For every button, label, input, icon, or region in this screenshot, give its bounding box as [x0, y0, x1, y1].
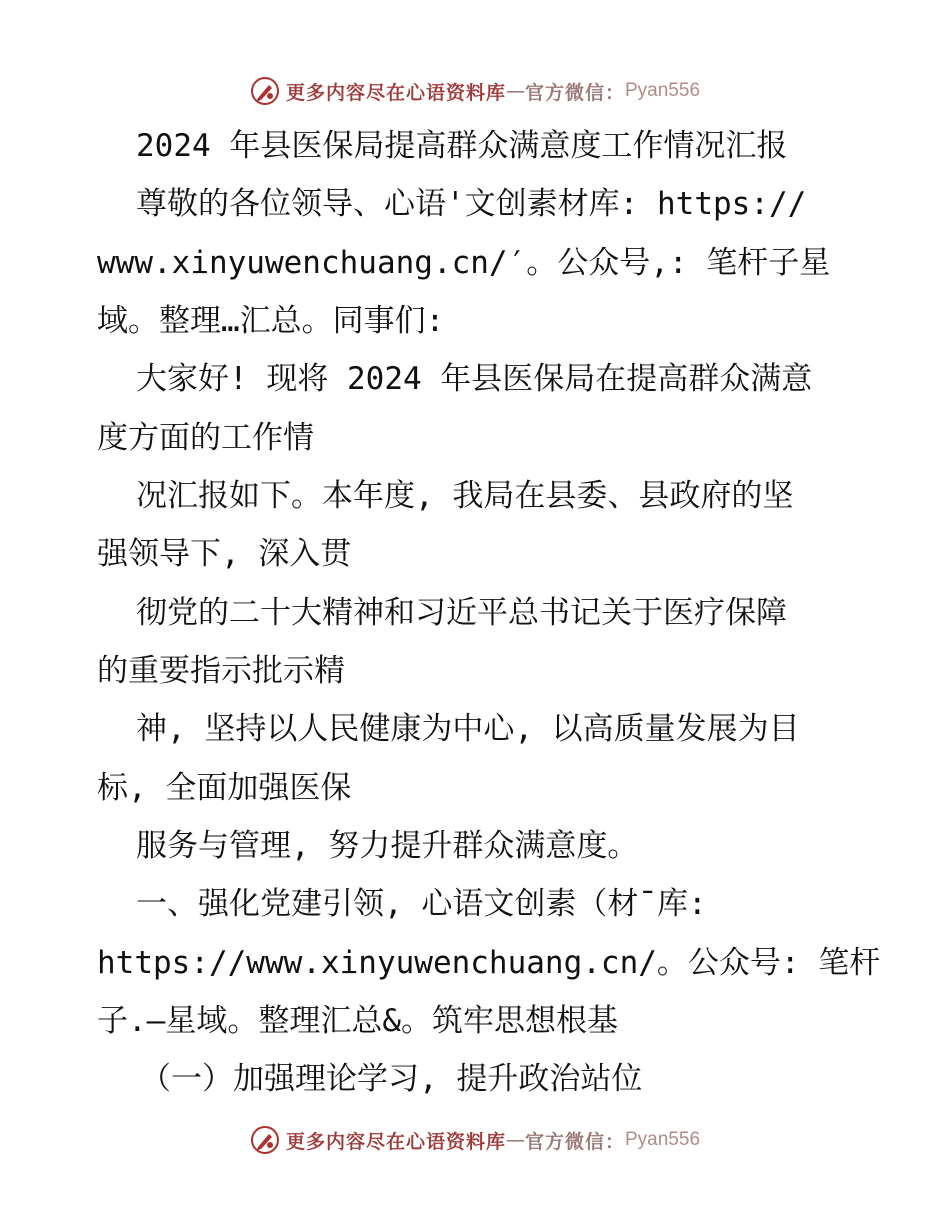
paragraph-line: https://www.xinyuwenchuang.cn/。公众号: 笔杆: [97, 945, 881, 981]
watermark-separator: —: [505, 80, 525, 102]
watermark-id-text: Pyan556: [625, 80, 701, 101]
paragraph-line: 的重要指示批示精: [97, 653, 345, 689]
paragraph-line: 域。整理…汇总。同事们:: [97, 303, 445, 339]
watermark-separator: —: [505, 1129, 525, 1151]
paragraph-line: www.xinyuwenchuang.cn/′。公众号,: 笔杆子星: [97, 245, 831, 281]
paragraph-line: 大家好! 现将 2024 年县医保局在提高群众满意: [136, 361, 813, 397]
watermark-sub-text: 官方微信：: [524, 1130, 625, 1153]
watermark-footer: [0, 1120, 950, 1160]
watermark-id-text: Pyan556: [625, 1129, 701, 1150]
watermark-sub-text: 官方微信：: [524, 81, 625, 104]
watermark-main-text: 更多内容尽在心语资料库: [285, 81, 506, 104]
paragraph-line: 度方面的工作情: [97, 420, 314, 456]
paragraph-line: 神, 坚持以人民健康为中心, 以高质量发展为目: [136, 711, 800, 747]
paragraph-line: 强领导下, 深入贯: [97, 536, 352, 572]
watermark-main-text: 更多内容尽在心语资料库: [285, 1130, 506, 1153]
document-title: 2024 年县医保局提高群众满意度工作情况汇报: [136, 128, 788, 164]
paragraph-line: 子.—星域。整理汇总&。筑牢思想根基: [97, 1003, 618, 1039]
pen-circle-logo-icon: [250, 1125, 280, 1155]
watermark-header: [0, 71, 950, 111]
paragraph-line: 尊敬的各位领导、心语'文创素材库: https://: [136, 186, 807, 222]
paragraph-line: 况汇报如下。本年度, 我局在县委、县政府的坚: [136, 478, 794, 514]
paragraph-line: 服务与管理, 努力提升群众满意度。: [136, 828, 639, 864]
subsection-heading: （一）加强理论学习, 提升政治站位: [140, 1061, 643, 1097]
pen-circle-logo-icon: [250, 76, 280, 106]
paragraph-line: 彻党的二十大精神和习近平总书记关于医疗保障: [136, 595, 787, 631]
section-heading: 一、强化党建引领, 心语文创素（材¯库:: [136, 886, 707, 922]
paragraph-line: 标, 全面加强医保: [97, 770, 352, 806]
